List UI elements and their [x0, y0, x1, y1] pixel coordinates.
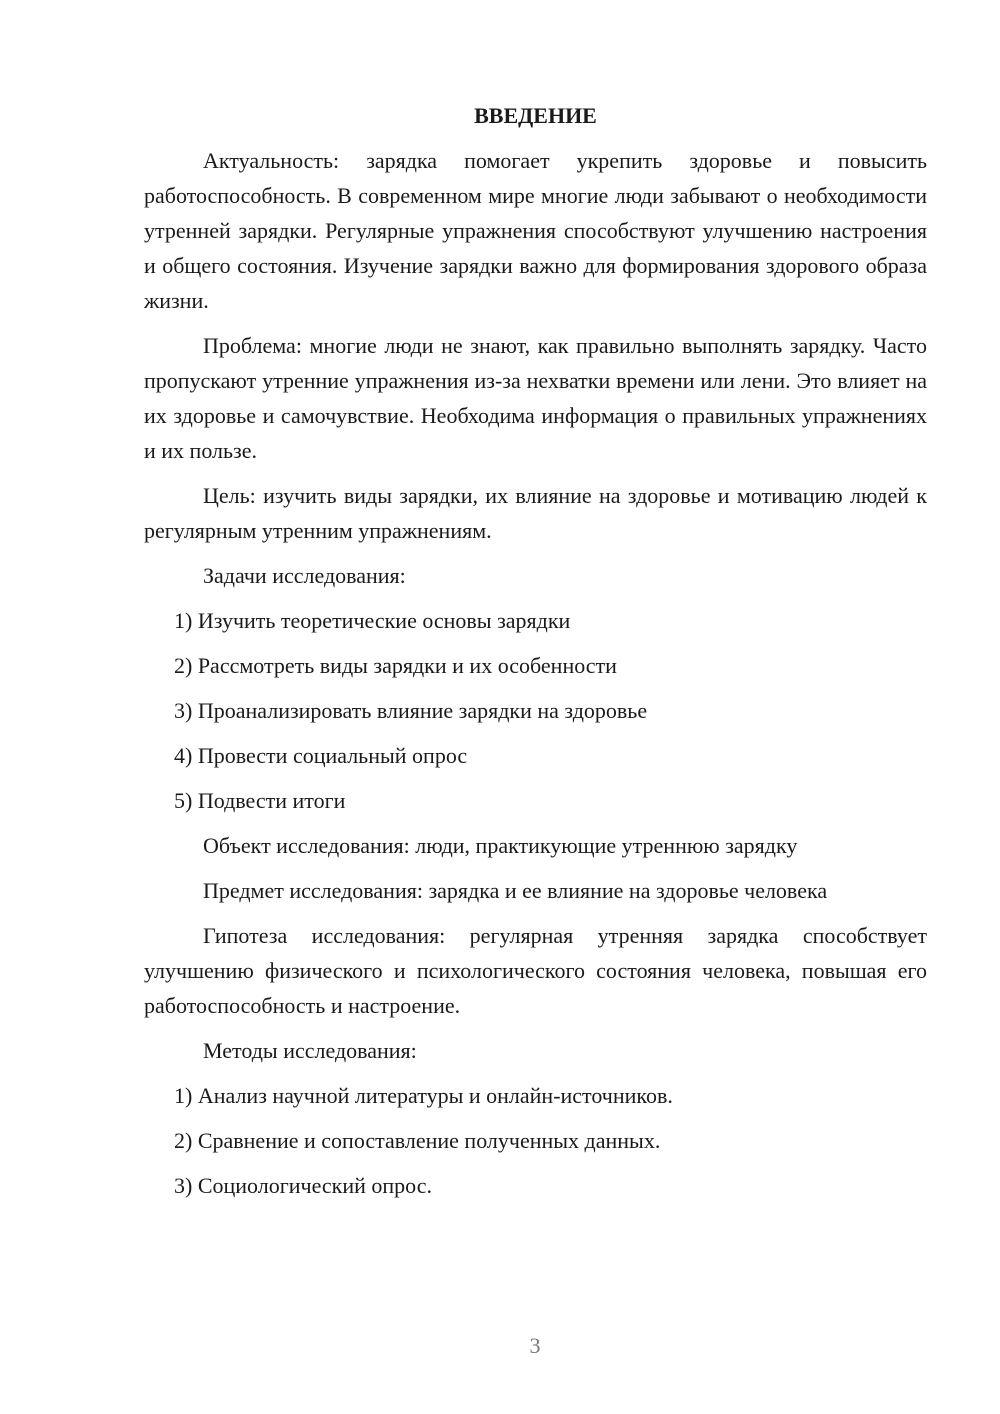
list-item: 3) Проанализировать влияние зарядки на здоровье — [174, 698, 648, 723]
list-item: 1) Анализ научной литературы и онлайн-источников. — [174, 1083, 673, 1108]
methods-list — [144, 1078, 927, 1203]
page-number: 3 — [529, 1333, 541, 1358]
object-paragraph: Объект исследования: люди, практикующие утреннюю зарядку — [203, 833, 798, 858]
tasks-heading: Задачи исследования: — [203, 563, 406, 588]
list-item: 2) Рассмотреть виды зарядки и их особенности — [174, 653, 617, 678]
problem-paragraph: Проблема: многие люди не знают, как правильно выполнять зарядку. Часто пропускают утренние упражнения из-за нехватки времени или лени. Это влияет на их здоровье и самочувствие. Необходима информация о правильных упражнениях и их пользе. — [144, 333, 927, 463]
hypothesis-paragraph: Гипотеза исследования: регулярная утренняя зарядка способствует улучшению физического и психологического состояния человека, повышая его работоспособность и настроение. — [144, 923, 927, 1018]
document-page — [144, 98, 927, 1213]
tasks-list — [144, 603, 927, 818]
section-title: ВВЕДЕНИЕ — [474, 103, 597, 128]
goal-paragraph: Цель: изучить виды зарядки, их влияние на здоровье и мотивацию людей к регулярным утренним упражнениям. — [144, 483, 927, 543]
actuality-paragraph: Актуальность: зарядка помогает укрепить здоровье и повысить работоспособность. В современном мире многие люди забывают о необходимости утренней зарядки. Регулярные упражнения способствуют улучшению настроения и общего состояния. Изучение зарядки важно для формирования здорового образа жизни. — [144, 148, 927, 313]
list-item: 3) Социологический опрос. — [174, 1173, 432, 1198]
subject-paragraph: Предмет исследования: зарядка и ее влияние на здоровье человека — [203, 878, 828, 903]
list-item: 1) Изучить теоретические основы зарядки — [174, 608, 571, 633]
list-item: 2) Сравнение и сопоставление полученных данных. — [174, 1128, 661, 1153]
list-item: 4) Провести социальный опрос — [174, 743, 468, 768]
methods-heading: Методы исследования: — [203, 1038, 417, 1063]
list-item: 5) Подвести итоги — [174, 788, 346, 813]
